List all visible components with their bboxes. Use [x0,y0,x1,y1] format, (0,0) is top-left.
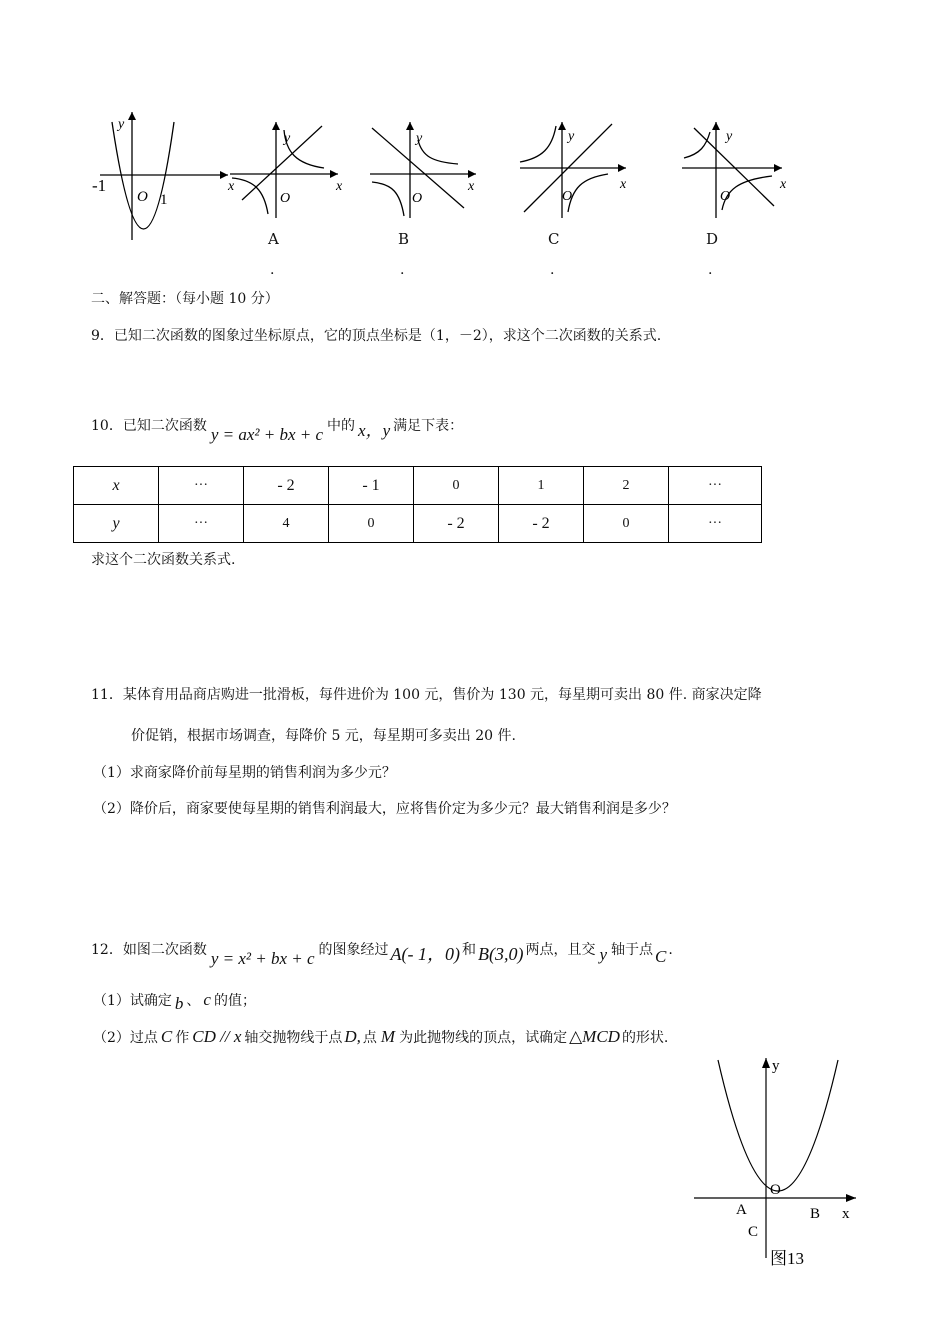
table-cell: - 2 [244,467,329,505]
q10-prefix: 10．已知二次函数 [91,418,207,434]
q12-y-axis: y [599,945,608,964]
table-cell: 0 [329,505,414,543]
graph-c-origin-label: O [562,189,573,204]
q12-sub2-end: 的形状. [621,1030,669,1046]
q12-sub2-mid2: 轴交抛物线于点 [244,1030,343,1046]
table-cell: y [74,505,159,543]
table-cell: - 1 [329,467,414,505]
fig13-c-label: C [748,1224,759,1240]
table-row [74,467,762,505]
table-cell: 2 [584,467,669,505]
xy-value-table [73,466,762,543]
table-cell: 4 [244,505,329,543]
graph-b-origin-label: O [412,191,423,206]
fig13-y-label: y [772,1058,780,1074]
option-dot-c: . [550,262,555,278]
option-letter-c: C [548,230,560,248]
graph-option-c [516,118,636,220]
option-dot-b: . [400,262,405,278]
table-row [74,505,762,543]
q12-sub1-c: c [203,990,211,1009]
graph-b-y-label: y [416,131,423,146]
q12-sub2-pre: （2）过点 [93,1030,158,1046]
q12-end: . [668,942,673,958]
graph0-y-label: y [118,117,125,132]
q12-sub2-cd: CD // x [192,1027,242,1046]
q10-vars: x，y [358,421,391,440]
table-cell: - 2 [499,505,584,543]
q12-prefix: 12．如图二次函数 [91,942,207,958]
q12-sub2-c: C [160,1027,173,1046]
q10-middle: 中的 [327,418,356,434]
table-cell: ··· [159,467,244,505]
fig13-x-label: x [842,1206,850,1222]
q12-sub1-b: b [174,994,184,1013]
q12-mid3: 轴于点 [611,942,654,958]
q12-sub2-m: M [380,1027,396,1046]
fig13-caption: 图13 [770,1249,804,1268]
graph-parabola-option [90,108,230,248]
fig13-origin-label: O [770,1182,781,1198]
table-cell: - 2 [414,505,499,543]
option-dot-a: . [270,262,275,278]
table-cell: ··· [669,467,762,505]
q12-sub1-sep: 、 [186,993,201,1009]
graph0-origin-label: O [137,189,148,205]
q12-point-c: C [655,947,667,966]
q10-formula: y = ax² + bx + c [210,425,324,444]
q12-sub1-post: 的值； [213,993,256,1009]
option-dot-d: . [708,262,713,278]
figure-13-parabola [690,1052,866,1280]
option-letter-b: B [398,230,410,248]
question-12 [91,934,673,968]
option-letter-a: A [268,230,279,248]
table-cell: x [74,467,159,505]
q11-line2: 价促销，根据市场调查，每降价 5 元，每星期可多卖出 20 件. [131,728,516,744]
q12-formula: y = x² + bx + c [210,949,315,968]
q10-suffix: 满足下表： [393,418,464,434]
q12-mid2: 两点，且交 [525,942,596,958]
graph-d-origin-label: O [720,189,731,204]
fig13-a-label: A [736,1202,747,1218]
q12-sub2-triangle: △MCD [569,1027,620,1046]
q12-point-a: A(- 1，0) [390,944,461,964]
graph-option-d [678,118,798,220]
q12-sub2 [93,1027,668,1047]
graph0-neg1-label: -1 [92,176,107,195]
graph-a-x2-label: x [336,179,343,194]
q11-line1: 11．某体育用品商店购进一批滑板，每件进价为 100 元，售价为 130 元，每星期可卖出 80 件. 商家决定降 [91,687,762,703]
section-title: 二、解答题：（每小题 10 分） [91,291,279,307]
q12-sub2-mid4: 为此抛物线的顶点，试确定 [399,1030,568,1046]
graph-d-y-label: y [726,129,733,144]
graph0-one-label: 1 [160,192,168,208]
question-10 [91,410,464,444]
q12-sub2-d: D, [344,1027,361,1046]
graph-d-x-label: x [780,177,787,192]
option-letter-d: D [706,230,719,248]
graph-a-y-label: y [284,131,291,146]
table-cell: ··· [159,505,244,543]
q12-sub1 [93,990,256,1013]
table-cell: 0 [584,505,669,543]
graph-a-origin-label: O [280,191,291,206]
graph-c-x-label: x [620,177,627,192]
table-cell: ··· [669,505,762,543]
q12-sub2-mid1: 作 [175,1030,190,1046]
q10-after-text: 求这个二次函数关系式. [91,552,236,568]
q12-middle: 的图象经过 [318,942,389,958]
graph-b-x-label: x [468,179,475,194]
q11-sub2: （2）降价后，商家要使每星期的销售利润最大，应将售价定为多少元？最大销售利润是多少？ [93,801,676,817]
q12-point-b: B(3,0) [478,944,524,964]
q12-and: 和 [462,942,477,958]
table-cell: 0 [414,467,499,505]
graph-c-y-label: y [568,129,575,144]
table-cell: 1 [499,467,584,505]
graph-a-x-label: x [228,179,235,194]
fig13-b-label: B [810,1206,821,1222]
graph-option-a [226,118,346,220]
q12-sub1-pre: （1）试确定 [93,993,172,1009]
graph-option-b [366,118,482,220]
q12-sub2-mid3: 点 [362,1030,377,1046]
q11-sub1: （1）求商家降价前每星期的销售利润为多少元？ [93,765,396,781]
question-9: 9．已知二次函数的图象过坐标原点，它的顶点坐标是（1，－2），求这个二次函数的关系式. [91,328,662,344]
